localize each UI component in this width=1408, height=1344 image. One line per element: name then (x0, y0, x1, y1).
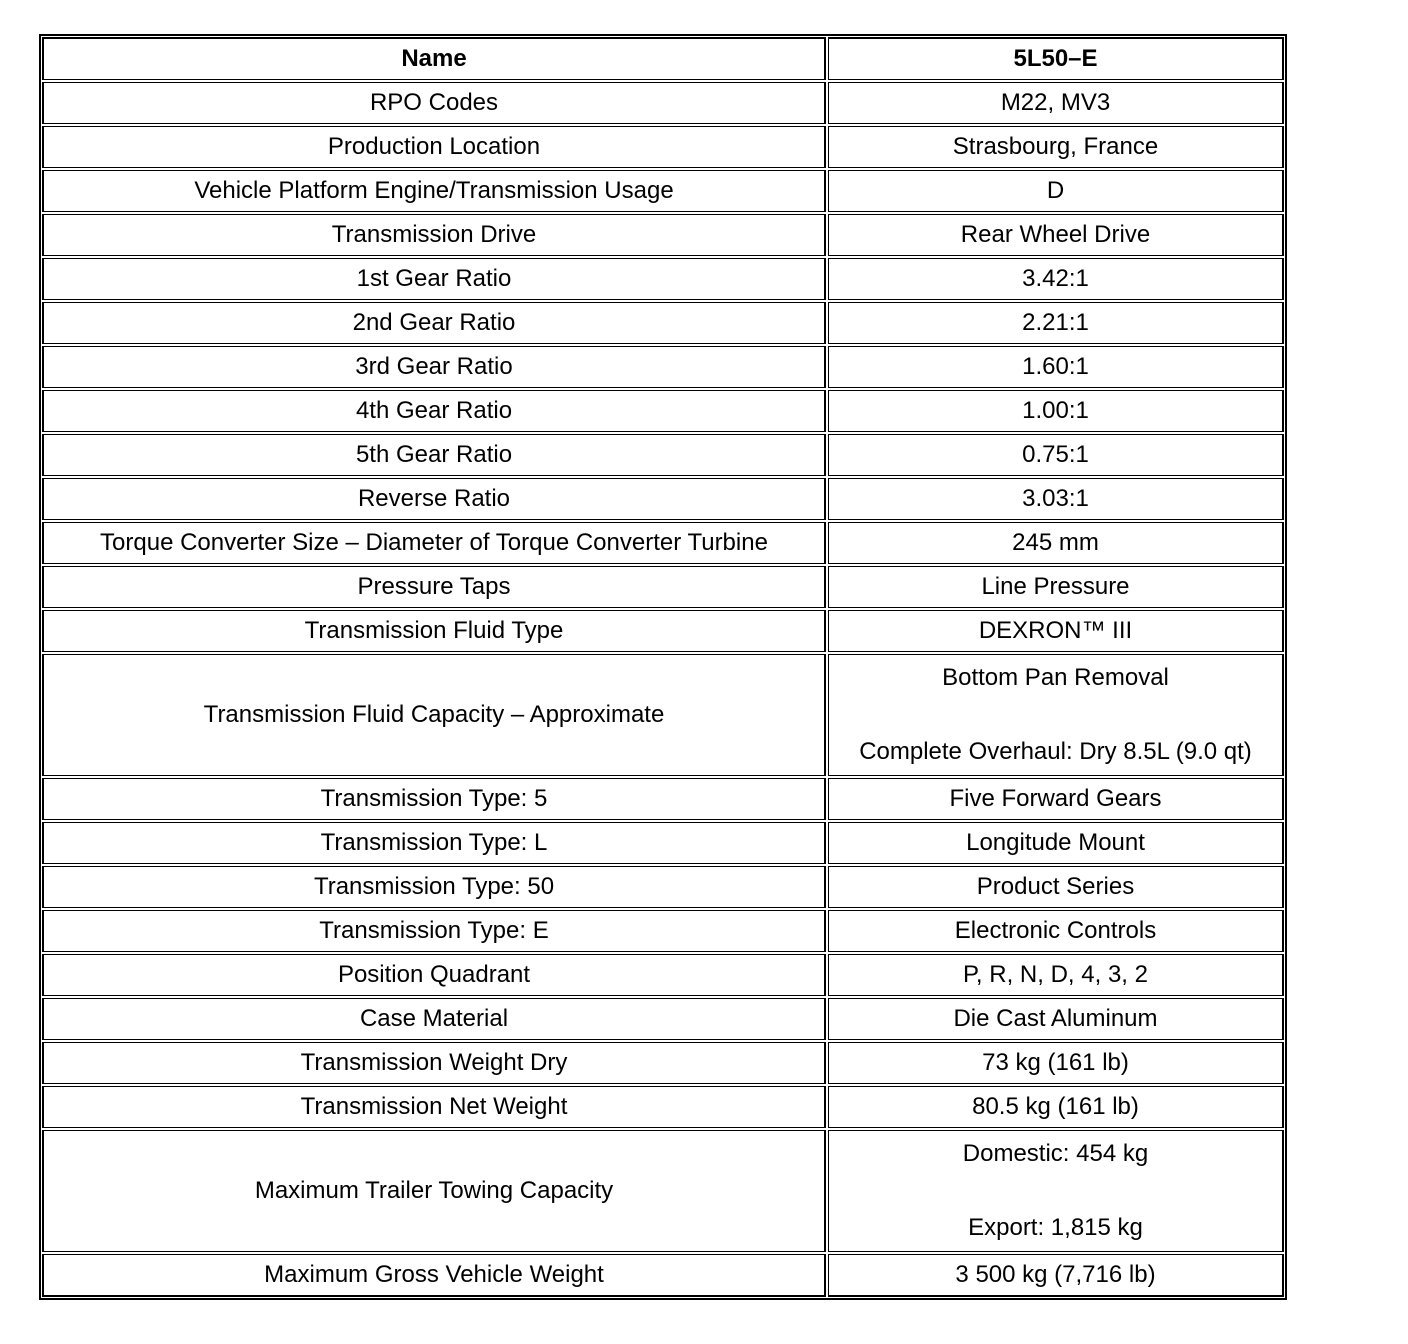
row-value: Electronic Controls (827, 909, 1284, 953)
table-row (42, 565, 1284, 609)
table-row (42, 345, 1284, 389)
row-label: Transmission Fluid Type (42, 609, 827, 653)
line-spacer (831, 1169, 1280, 1213)
table-row (42, 777, 1284, 821)
row-label: Case Material (42, 997, 827, 1041)
row-value: Longitude Mount (827, 821, 1284, 865)
row-value: D (827, 169, 1284, 213)
row-label: Torque Converter Size – Diameter of Torque Converter Turbine (42, 521, 827, 565)
table-row (42, 609, 1284, 653)
row-value: 1.00:1 (827, 389, 1284, 433)
row-label: 3rd Gear Ratio (42, 345, 827, 389)
table-row (42, 169, 1284, 213)
row-label: Pressure Taps (42, 565, 827, 609)
row-label: 5th Gear Ratio (42, 433, 827, 477)
specification-table (39, 34, 1287, 1300)
table-row (42, 433, 1284, 477)
row-value: Strasbourg, France (827, 125, 1284, 169)
row-label: Vehicle Platform Engine/Transmission Usage (42, 169, 827, 213)
table-row (42, 125, 1284, 169)
towing-domestic: Domestic: 454 kg (962, 1140, 1149, 1167)
row-label: 4th Gear Ratio (42, 389, 827, 433)
row-label: Transmission Type: E (42, 909, 827, 953)
table-row (42, 1041, 1284, 1085)
row-label: RPO Codes (42, 81, 827, 125)
table-row (42, 997, 1284, 1041)
row-label: Position Quadrant (42, 953, 827, 997)
row-value: 2.21:1 (827, 301, 1284, 345)
table-row (42, 821, 1284, 865)
table-row (42, 865, 1284, 909)
table-row (42, 953, 1284, 997)
row-label: 2nd Gear Ratio (42, 301, 827, 345)
table-header-row (42, 37, 1284, 81)
row-value: Line Pressure (827, 565, 1284, 609)
row-value-multiline (827, 653, 1284, 777)
row-label: Transmission Net Weight (42, 1085, 827, 1129)
line-spacer (831, 693, 1280, 737)
table-row (42, 81, 1284, 125)
row-label: Transmission Fluid Capacity – Approximate (42, 653, 827, 777)
row-label: Reverse Ratio (42, 477, 827, 521)
row-label: Maximum Gross Vehicle Weight (42, 1253, 827, 1297)
table-row (42, 477, 1284, 521)
row-value: 1.60:1 (827, 345, 1284, 389)
fluid-capacity-line-1: Bottom Pan Removal (942, 664, 1169, 691)
row-label: Transmission Type: 5 (42, 777, 827, 821)
row-value: Die Cast Aluminum (827, 997, 1284, 1041)
row-label: 1st Gear Ratio (42, 257, 827, 301)
row-label: Transmission Type: L (42, 821, 827, 865)
row-value-multiline (827, 1129, 1284, 1253)
table-row-towing-capacity (42, 1129, 1284, 1253)
table-row (42, 257, 1284, 301)
row-value: Five Forward Gears (827, 777, 1284, 821)
row-label: Transmission Weight Dry (42, 1041, 827, 1085)
row-value: M22, MV3 (827, 81, 1284, 125)
row-label: Transmission Drive (42, 213, 827, 257)
fluid-capacity-line-2: Complete Overhaul: Dry 8.5L (9.0 qt) (859, 738, 1252, 765)
table-row (42, 389, 1284, 433)
table-row (42, 213, 1284, 257)
row-value: Product Series (827, 865, 1284, 909)
row-value: 3 500 kg (7,716 lb) (827, 1253, 1284, 1297)
row-label: Production Location (42, 125, 827, 169)
row-value: 0.75:1 (827, 433, 1284, 477)
row-value: 73 kg (161 lb) (827, 1041, 1284, 1085)
table-row-fluid-capacity (42, 653, 1284, 777)
row-value: 3.42:1 (827, 257, 1284, 301)
row-value: P, R, N, D, 4, 3, 2 (827, 953, 1284, 997)
row-value: DEXRON™ III (827, 609, 1284, 653)
row-value: Rear Wheel Drive (827, 213, 1284, 257)
table-row (42, 1085, 1284, 1129)
header-name-cell: Name (42, 37, 827, 81)
row-label: Maximum Trailer Towing Capacity (42, 1129, 827, 1253)
row-value: 245 mm (827, 521, 1284, 565)
row-value: 80.5 kg (161 lb) (827, 1085, 1284, 1129)
table-row (42, 909, 1284, 953)
towing-export: Export: 1,815 kg (968, 1214, 1143, 1241)
table-row (42, 1253, 1284, 1297)
row-label: Transmission Type: 50 (42, 865, 827, 909)
header-model-cell: 5L50–E (827, 37, 1284, 81)
table-row (42, 521, 1284, 565)
table-row (42, 301, 1284, 345)
row-value: 3.03:1 (827, 477, 1284, 521)
